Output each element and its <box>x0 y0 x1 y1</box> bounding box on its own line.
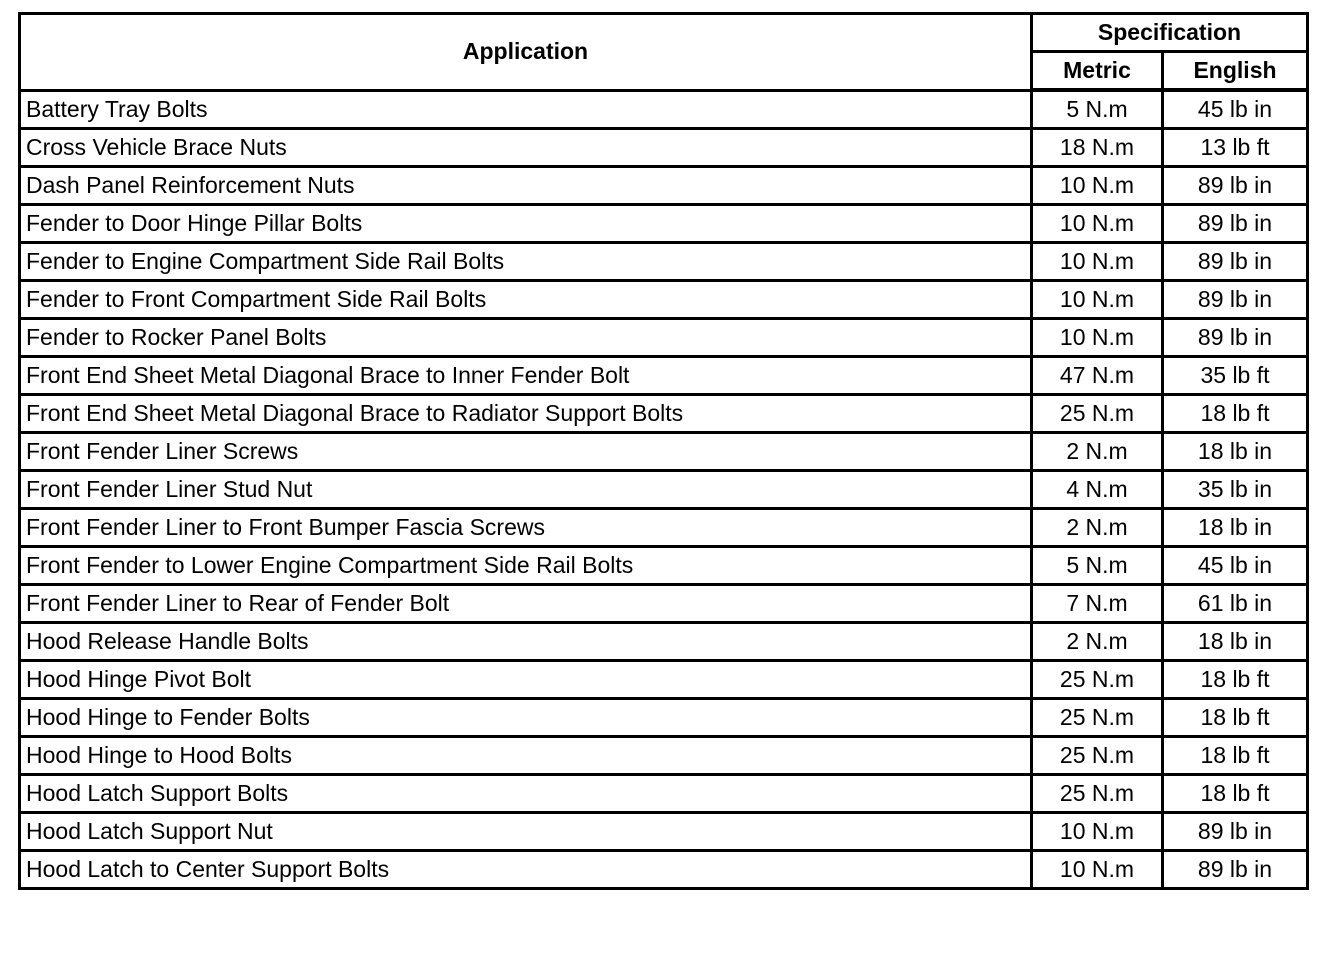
table-row <box>20 813 1308 851</box>
table-row <box>20 471 1308 509</box>
metric-cell: 10 N.m <box>1032 243 1163 281</box>
application-cell: Dash Panel Reinforcement Nuts <box>20 167 1032 205</box>
table-row <box>20 851 1308 889</box>
metric-cell: 25 N.m <box>1032 395 1163 433</box>
application-cell: Fender to Engine Compartment Side Rail Bolts <box>20 243 1032 281</box>
application-cell: Front End Sheet Metal Diagonal Brace to Inner Fender Bolt <box>20 357 1032 395</box>
header-row-top <box>20 14 1308 52</box>
application-cell: Hood Latch Support Nut <box>20 813 1032 851</box>
table-body <box>20 90 1308 889</box>
table-row <box>20 585 1308 623</box>
application-cell: Cross Vehicle Brace Nuts <box>20 129 1032 167</box>
application-cell: Front Fender Liner to Rear of Fender Bolt <box>20 585 1032 623</box>
application-cell: Hood Hinge Pivot Bolt <box>20 661 1032 699</box>
table-row <box>20 433 1308 471</box>
metric-cell: 10 N.m <box>1032 205 1163 243</box>
metric-cell: 25 N.m <box>1032 699 1163 737</box>
english-cell: 45 lb in <box>1163 547 1308 585</box>
metric-cell: 47 N.m <box>1032 357 1163 395</box>
application-cell: Hood Hinge to Hood Bolts <box>20 737 1032 775</box>
metric-cell: 10 N.m <box>1032 813 1163 851</box>
english-cell: 18 lb ft <box>1163 395 1308 433</box>
table-row <box>20 243 1308 281</box>
metric-cell: 7 N.m <box>1032 585 1163 623</box>
table-row <box>20 395 1308 433</box>
metric-cell: 10 N.m <box>1032 319 1163 357</box>
metric-cell: 2 N.m <box>1032 433 1163 471</box>
english-column-header: English <box>1163 52 1308 91</box>
english-cell: 89 lb in <box>1163 813 1308 851</box>
application-cell: Hood Hinge to Fender Bolts <box>20 699 1032 737</box>
table-row <box>20 775 1308 813</box>
english-cell: 89 lb in <box>1163 851 1308 889</box>
application-cell: Front Fender Liner Stud Nut <box>20 471 1032 509</box>
application-cell: Front Fender to Lower Engine Compartment Side Rail Bolts <box>20 547 1032 585</box>
table-row <box>20 699 1308 737</box>
english-cell: 89 lb in <box>1163 319 1308 357</box>
application-cell: Hood Latch to Center Support Bolts <box>20 851 1032 889</box>
table-row <box>20 90 1308 129</box>
metric-cell: 5 N.m <box>1032 90 1163 129</box>
metric-cell: 10 N.m <box>1032 281 1163 319</box>
english-cell: 18 lb ft <box>1163 699 1308 737</box>
english-cell: 18 lb in <box>1163 433 1308 471</box>
english-cell: 18 lb in <box>1163 623 1308 661</box>
application-cell: Front Fender Liner Screws <box>20 433 1032 471</box>
english-cell: 35 lb ft <box>1163 357 1308 395</box>
application-cell: Hood Release Handle Bolts <box>20 623 1032 661</box>
english-cell: 18 lb ft <box>1163 775 1308 813</box>
metric-cell: 4 N.m <box>1032 471 1163 509</box>
application-cell: Hood Latch Support Bolts <box>20 775 1032 813</box>
metric-column-header: Metric <box>1032 52 1163 91</box>
metric-cell: 18 N.m <box>1032 129 1163 167</box>
english-cell: 18 lb ft <box>1163 737 1308 775</box>
english-cell: 61 lb in <box>1163 585 1308 623</box>
metric-cell: 25 N.m <box>1032 661 1163 699</box>
english-cell: 35 lb in <box>1163 471 1308 509</box>
metric-cell: 2 N.m <box>1032 509 1163 547</box>
table-row <box>20 737 1308 775</box>
metric-cell: 5 N.m <box>1032 547 1163 585</box>
application-cell: Fender to Front Compartment Side Rail Bolts <box>20 281 1032 319</box>
specification-column-header: Specification <box>1032 14 1308 52</box>
table-row <box>20 357 1308 395</box>
table-row <box>20 281 1308 319</box>
table-row <box>20 319 1308 357</box>
table-row <box>20 661 1308 699</box>
english-cell: 89 lb in <box>1163 167 1308 205</box>
application-cell: Fender to Rocker Panel Bolts <box>20 319 1032 357</box>
english-cell: 18 lb in <box>1163 509 1308 547</box>
metric-cell: 25 N.m <box>1032 775 1163 813</box>
english-cell: 13 lb ft <box>1163 129 1308 167</box>
table-row <box>20 167 1308 205</box>
table-header <box>20 14 1308 91</box>
metric-cell: 10 N.m <box>1032 167 1163 205</box>
application-column-header: Application <box>20 14 1032 91</box>
metric-cell: 10 N.m <box>1032 851 1163 889</box>
english-cell: 89 lb in <box>1163 205 1308 243</box>
metric-cell: 25 N.m <box>1032 737 1163 775</box>
application-cell: Front Fender Liner to Front Bumper Fascia Screws <box>20 509 1032 547</box>
english-cell: 89 lb in <box>1163 243 1308 281</box>
application-cell: Front End Sheet Metal Diagonal Brace to Radiator Support Bolts <box>20 395 1032 433</box>
english-cell: 18 lb ft <box>1163 661 1308 699</box>
table-row <box>20 129 1308 167</box>
table-row <box>20 509 1308 547</box>
table-row <box>20 623 1308 661</box>
application-cell: Fender to Door Hinge Pillar Bolts <box>20 205 1032 243</box>
table-row <box>20 547 1308 585</box>
table-row <box>20 205 1308 243</box>
english-cell: 45 lb in <box>1163 90 1308 129</box>
application-cell: Battery Tray Bolts <box>20 90 1032 129</box>
torque-spec-table <box>18 12 1309 890</box>
english-cell: 89 lb in <box>1163 281 1308 319</box>
metric-cell: 2 N.m <box>1032 623 1163 661</box>
